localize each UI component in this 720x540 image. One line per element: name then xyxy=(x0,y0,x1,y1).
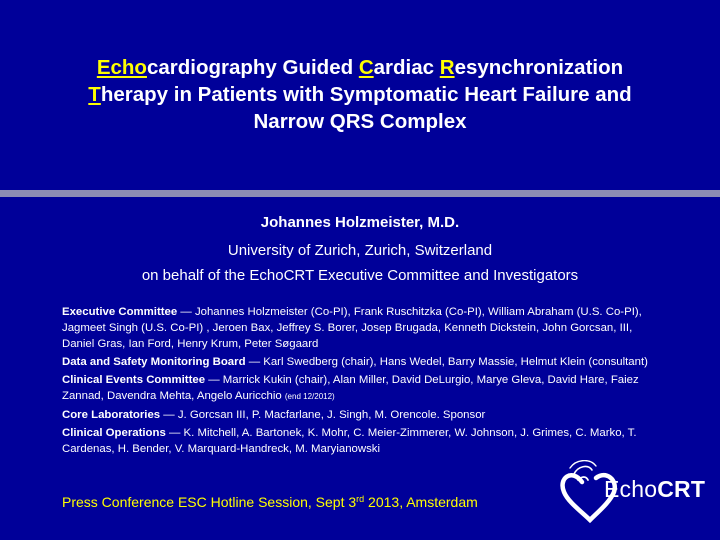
committee-label: Executive Committee xyxy=(62,306,178,318)
committee-list xyxy=(62,304,666,459)
title-accent-t: T xyxy=(88,83,101,106)
echocrt-logo xyxy=(604,476,705,503)
title-text-2: herapy in Patients with Symptomatic Heart Failure and xyxy=(100,83,632,106)
committee-members: — J. Gorcsan III, P. Macfarlane, J. Singh, M. Orencole. Sponsor xyxy=(160,409,486,421)
press-text-after: 2013, Amsterdam xyxy=(364,494,478,510)
title-accent-c: C xyxy=(358,56,374,79)
title-accent-r: R xyxy=(439,56,455,79)
on-behalf-line: on behalf of the EchoCRT Executive Committee and Investigators xyxy=(141,267,579,284)
divider-bar xyxy=(0,190,720,197)
logo-text-echo: Echo xyxy=(604,476,658,502)
title-accent-echo: Echo xyxy=(96,56,147,79)
title-text-1c: esynchronization xyxy=(454,56,624,79)
logo-text-crt: CRT xyxy=(657,476,706,502)
title-line-2 xyxy=(0,81,720,108)
committee-dsmb xyxy=(62,354,666,370)
presenter-name: Johannes Holzmeister, M.D. xyxy=(260,214,460,231)
committee-clinical-events xyxy=(62,372,666,405)
committee-members: — Johannes Holzmeister (Co-PI), Frank Ruschitzka (Co-PI), William Abraham (U.S. Co-PI), Jagmeet Singh (U.S. Co-PI) , Jeroen Bax, Jeffrey S. Borer, Josep Brugada, Kenneth Dickstein, John Gorcsan, III, Daniel Gras, Ian Ford, Henry Krum, Peter Søgaard xyxy=(62,306,642,350)
committee-note: (end 12/2012) xyxy=(284,392,335,401)
title-text-1a: cardiography Guided xyxy=(146,56,359,79)
press-text-before: Press Conference ESC Hotline Session, Sept 3 xyxy=(62,494,357,510)
slide-title xyxy=(0,54,720,135)
committee-label: Core Laboratories xyxy=(62,409,161,421)
committee-core-labs xyxy=(62,407,666,423)
committee-label: Clinical Events Committee xyxy=(62,374,206,386)
committee-members: — Marrick Kukin (chair), Alan Miller, David DeLurgio, Marye Gleva, David Hare, Faiez Zannad, Davendra Mehta, Angelo Auricchio xyxy=(62,374,639,402)
committee-label: Clinical Operations xyxy=(62,427,166,439)
title-line-3: Narrow QRS Complex xyxy=(253,110,467,133)
committee-executive xyxy=(62,304,666,352)
committee-label: Data and Safety Monitoring Board xyxy=(62,356,246,368)
press-superscript: rd xyxy=(356,494,365,504)
affiliation-block xyxy=(0,238,720,288)
affiliation: University of Zurich, Zurich, Switzerland xyxy=(227,242,493,259)
committee-members: — Karl Swedberg (chair), Hans Wedel, Barry Massie, Helmut Klein (consultant) xyxy=(245,356,648,368)
committee-clinical-ops xyxy=(62,425,666,457)
title-text-1b: ardiac xyxy=(373,56,440,79)
committee-members: — K. Mitchell, A. Bartonek, K. Mohr, C. Meier-Zimmerer, W. Johnson, J. Grimes, C. Marko, T. Cardenas, H. Bender, V. Marquard-Handreck, M. Maryianowski xyxy=(62,427,637,455)
title-line-1 xyxy=(0,54,720,81)
press-conference-line xyxy=(62,494,478,510)
